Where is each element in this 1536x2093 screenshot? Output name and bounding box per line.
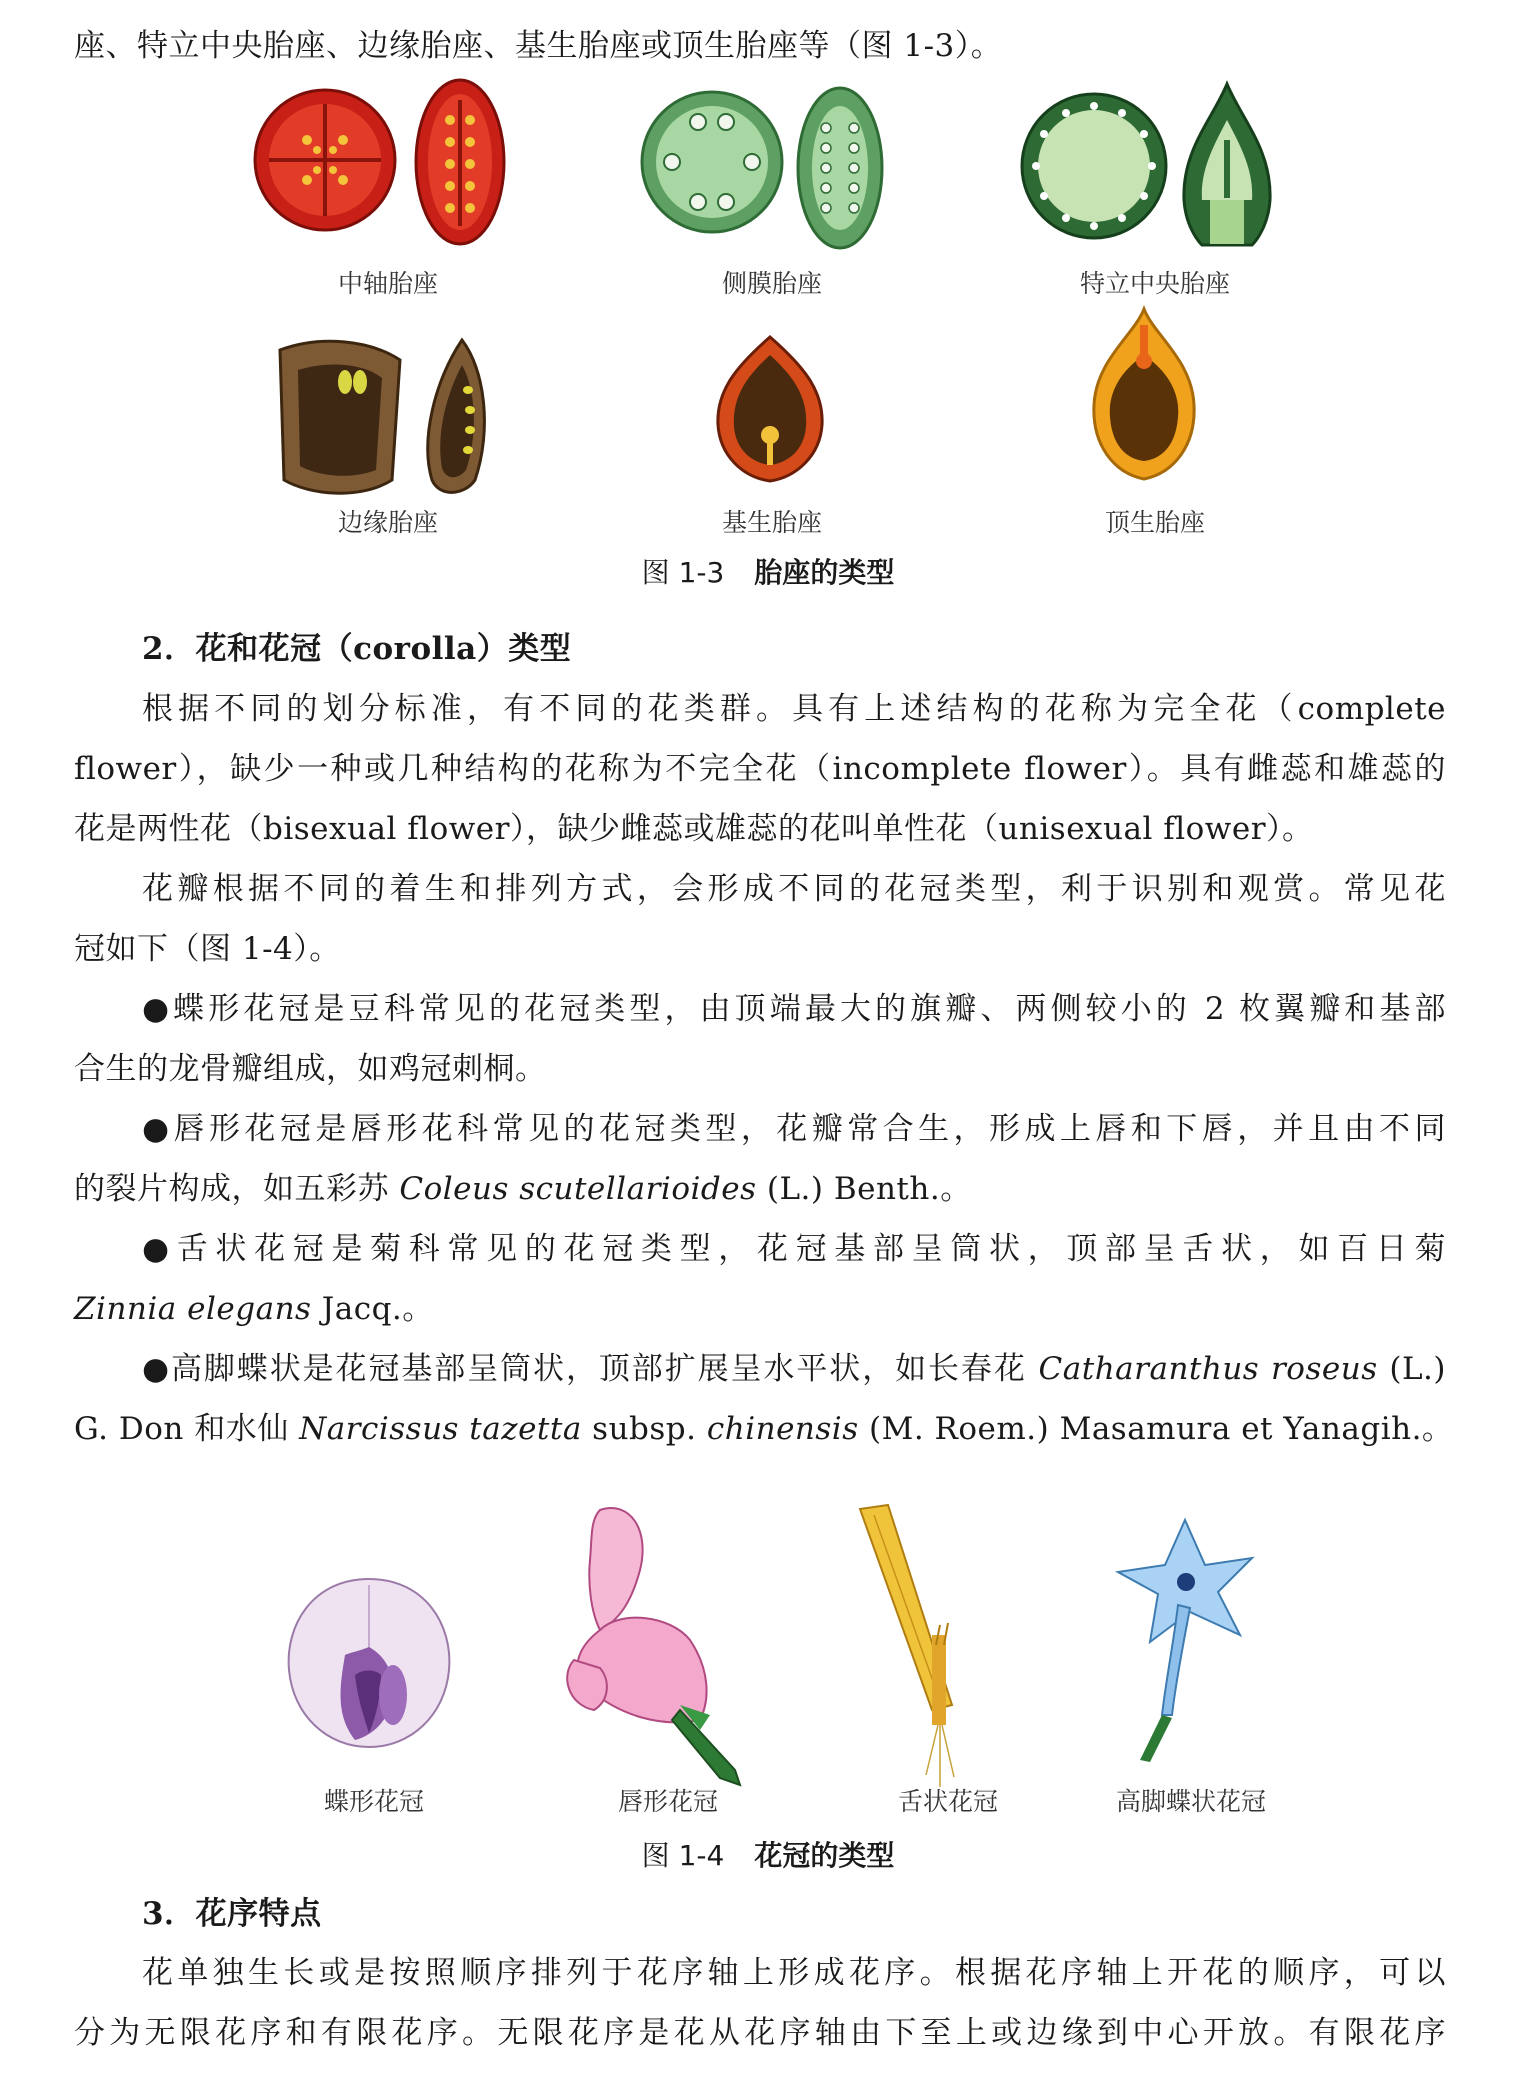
marginal-placenta-illustration	[270, 330, 510, 510]
figure-1-4-number: 图 1-4	[641, 1839, 725, 1872]
section-3-heading: 3．花序特点	[142, 1896, 322, 1932]
salverform-species-name: Catharanthus roseus	[1038, 1351, 1378, 1387]
figure-1-3-caption	[0, 551, 1536, 591]
basal-placenta-illustration	[712, 335, 832, 485]
axile-placenta-illustration	[255, 80, 525, 260]
caption-marginal-placenta: 边缘胎座	[337, 508, 438, 537]
figure-1-3-title: 胎座的类型	[754, 556, 895, 589]
apical-placenta-illustration	[1082, 305, 1212, 485]
narcissus-species-name: Narcissus tazetta	[299, 1411, 582, 1447]
caption-labiate-corolla: 唇形花冠	[617, 1787, 718, 1816]
free-central-placenta-illustration	[1022, 80, 1292, 260]
bullet-labiate-line2	[74, 1167, 1446, 1211]
labiate-text-pre: 的裂片构成，如五彩苏	[74, 1171, 400, 1207]
papilionaceous-corolla-illustration	[285, 1575, 455, 1750]
section-2-p1-line2: flower），缺少一种或几种结构的花称为不完全花（incomplete flower）。具有雌蕊和雄蕊的	[74, 751, 1446, 787]
caption-axile-placenta: 中轴胎座	[337, 269, 438, 298]
caption-salverform-corolla: 高脚蝶状花冠	[1115, 1787, 1266, 1816]
parietal-placenta-illustration	[640, 88, 900, 258]
labiate-corolla-illustration	[560, 1500, 760, 1790]
bullet-ligulate-line2	[74, 1287, 1446, 1331]
salverform-line2-pre: G. Don 和水仙	[74, 1411, 300, 1447]
ligulate-text-post: Jacq.。	[311, 1291, 434, 1327]
section-2-heading: 2．花和花冠（corolla）类型	[142, 631, 572, 667]
salverform-corolla-illustration	[1110, 1510, 1260, 1780]
bullet-ligulate-line1: ●舌状花冠是菊科常见的花冠类型，花冠基部呈筒状，顶部呈舌状，如百日菊	[142, 1231, 1446, 1267]
salverform-line2-post: (M. Roem.) Masamura et Yanagih.。	[858, 1411, 1454, 1447]
salverform-text-post: (L.)	[1377, 1351, 1447, 1387]
bullet-salverform-line2	[74, 1407, 1454, 1451]
ligulate-corolla-illustration	[840, 1505, 980, 1795]
bullet-labiate-line1: ●唇形花冠是唇形花科常见的花冠类型，花瓣常合生，形成上唇和下唇，并且由不同	[142, 1111, 1446, 1147]
section-2-p1-line3: 花是两性花（bisexual flower），缺少雌蕊或雄蕊的花叫单性花（unisexual flower）。	[74, 811, 1314, 847]
labiate-text-post: (L.) Benth.。	[756, 1171, 972, 1207]
section-3-line2: 分为无限花序和有限花序。无限花序是花从花序轴由下至上或边缘到中心开放。有限花序	[74, 2015, 1446, 2051]
salverform-text-pre: ●高脚蝶状是花冠基部呈筒状，顶部扩展呈水平状，如长春花	[142, 1351, 1039, 1387]
section-2-p2-line2: 冠如下（图 1-4）。	[74, 931, 341, 967]
section-2-p1-line1: 根据不同的划分标准，有不同的花类群。具有上述结构的花称为完全花（complete	[142, 691, 1446, 727]
bullet-salverform-line1	[142, 1347, 1446, 1391]
intro-line: 座、特立中央胎座、边缘胎座、基生胎座或顶生胎座等（图 1-3）。	[74, 28, 1003, 64]
caption-basal-placenta: 基生胎座	[721, 508, 822, 537]
caption-ligulate-corolla: 舌状花冠	[897, 1787, 998, 1816]
figure-1-4-title: 花冠的类型	[754, 1839, 895, 1872]
labiate-species-name: Coleus scutellarioides	[399, 1171, 757, 1207]
figure-1-3-number: 图 1-3	[641, 556, 725, 589]
caption-papilionaceous-corolla: 蝶形花冠	[323, 1787, 424, 1816]
salverform-line2-mid: subsp.	[581, 1411, 707, 1447]
figure-1-4-caption	[0, 1834, 1536, 1874]
caption-apical-placenta: 顶生胎座	[1104, 508, 1205, 537]
section-3-line1: 花单独生长或是按照顺序排列于花序轴上形成花序。根据花序轴上开花的顺序，可以	[142, 1955, 1446, 1991]
caption-free-central-placenta: 特立中央胎座	[1079, 269, 1230, 298]
ligulate-species-name: Zinnia elegans	[74, 1291, 312, 1327]
caption-parietal-placenta: 侧膜胎座	[721, 269, 822, 298]
narcissus-subspecies-name: chinensis	[706, 1411, 859, 1447]
bullet-papilionaceous-line1: ●蝶形花冠是豆科常见的花冠类型，由顶端最大的旗瓣、两侧较小的 2 枚翼瓣和基部	[142, 991, 1446, 1027]
bullet-papilionaceous-line2: 合生的龙骨瓣组成，如鸡冠刺桐。	[74, 1051, 547, 1087]
section-2-p2-line1: 花瓣根据不同的着生和排列方式，会形成不同的花冠类型，利于识别和观赏。常见花	[142, 871, 1446, 907]
